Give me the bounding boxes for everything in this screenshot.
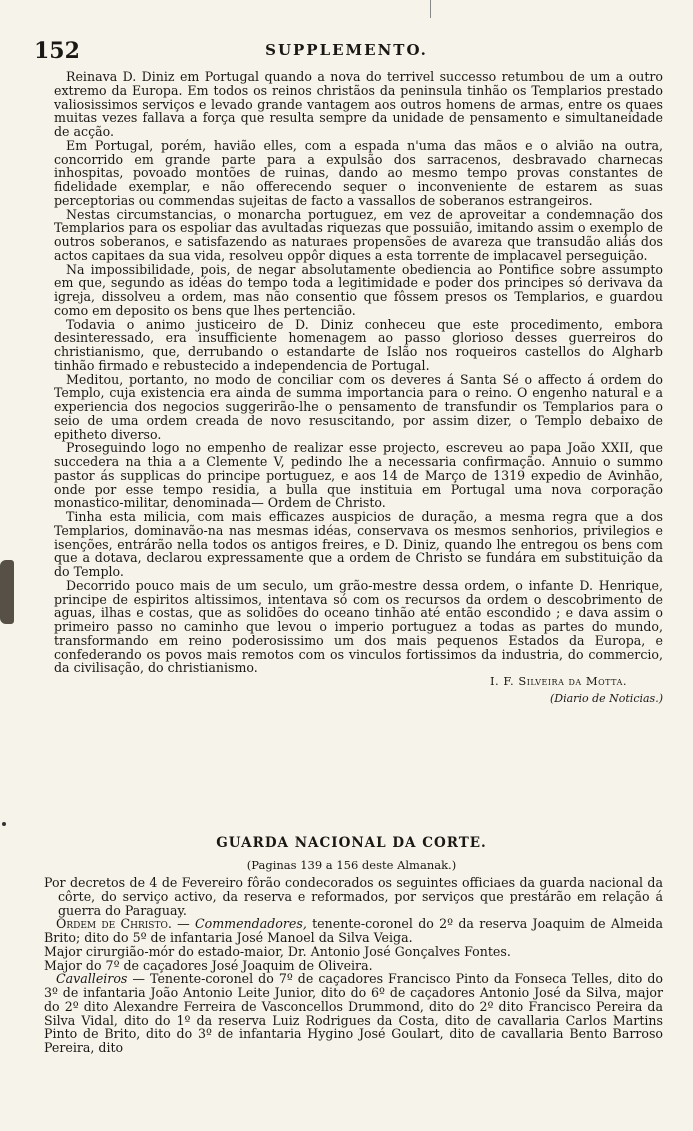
cavalleiros-entry xyxy=(44,972,663,1055)
ink-blot xyxy=(0,560,14,624)
page-number: 152 xyxy=(34,38,80,64)
article-paragraph: Em Portugal, porém, havião elles, com a espada n'uma das mãos e o alvião na outra, concorrido em grande parte para a expulsão dos sarracenos, desbravado charnecas inhospitas, povoado montões de ruinas, dando ao mesmo tempo provas constantes de fidelidade exemplar, e não offerecendo sequer o inconveniente de estarem as suas perceptorias ou commendas sujeitas de facto a vassallos de soberanos estrangeiros. xyxy=(54,137,663,208)
section-subtitle: (Paginas 139 a 156 deste Almanak.) xyxy=(246,858,457,872)
article-paragraph: Nestas circumstancias, o monarcha portuguez, em vez de aproveitar a condemnação dos Templarios para os espoliar das avultadas riquezas que possuião, imitando assim o exemplo de outros soberanos, e satisfazendo as naturaes propensões de avareza que transudão aliás dos actos capitaes da sua vida, resolveu oppôr diques a esta torrente de implacavel perseguição. xyxy=(54,206,663,263)
commendadores-label: — Commendadores, xyxy=(177,916,307,932)
article-paragraph: Todavia o animo justiceiro de D. Diniz conheceu que este procedimento, embora desinteressado, era insufficiente homenagem ao passo glorioso desses guerreiros do christianismo, que, derrubando o estandarte de Islão nos roqueiros castellos do Algharb tinhão firmado e rebustecido a independencia de Portugal. xyxy=(54,316,663,373)
margin-dot xyxy=(2,822,6,826)
article-paragraph: Tinha esta milicia, com mais efficazes auspicios de duração, a mesma regra que a dos Templarios, dominavão-na nas mesmas idéas, conservava os mesmos senhorios, privilegios e isenções, entrárão nella todos os antigos freires, e D. Diniz, quando lhe entregou os bens com que a dotava, declarou expressamente que a ordem de Christo se fundára em substituição da do Templo. xyxy=(54,509,663,579)
article-paragraph: Meditou, portanto, no modo de conciliar com os deveres á Santa Sé o affecto á ordem do Templo, cuja existencia era ainda de summa importancia para o reino. O engenho natural e a experiencia dos negocios suggerirão-lhe o pensamento de transfundir os Templarios para o seio de uma ordem creada de novo resuscitando, por assim dizer, o Templo debaixo de epitheto diverso. xyxy=(54,371,663,442)
commendadores-text: tenente-coronel do 2º da reserva Joaquim de Almeida Brito; dito do 5º de infantaria José Manoel da Silva Veiga. xyxy=(44,916,663,945)
article-source: (Diario de Noticias.) xyxy=(550,691,663,705)
article-paragraph: Reinava D. Diniz em Portugal quando a nova do terrivel successo retumbou de um a outro extremo da Europa. Em todos os reinos christãos da peninsula tinhão os Templarios prestado valiosissimos serviços e levado grande vantagem aos outros homens de armas, entre os quaes muitas vezes fallava a força que resulta sempre da unidade de pensamento e simultaneidade de acção. xyxy=(54,69,663,139)
article-signature xyxy=(54,675,663,689)
order-label: Ordem de Christo. xyxy=(56,916,172,932)
section-body xyxy=(44,876,663,1055)
commendadores-entry xyxy=(44,917,663,945)
article-paragraph: Proseguindo logo no empenho de realizar esse projecto, escreveu ao papa João XXII, que succedera na thia a a Clemente V, pedindo lhe a necessaria confirmação. Annuio o summo pastor ás supplicas do principe portuguez, e aos 14 de Março de 1319 expedio de Avinhão, onde por esse tempo residia, a bulla que instituia em Portugal uma nova corporação monastico-militar, denominada— Ordem de Christo. xyxy=(54,440,663,511)
section-intro: Por decretos de 4 de Fevereiro fôrão condecorados os seguintes officiaes da guarda nacional da côrte, do serviço activo, da reserva e reformados, por serviços que prestárão em relação á guerra do Paraguay. xyxy=(44,875,663,918)
major-surgeon-entry: Major cirurgião-mór do estado-maior, Dr. Antonio José Gonçalves Fontes. xyxy=(44,943,511,959)
binding-mark xyxy=(430,0,431,18)
cavalleiros-label: Cavalleiros xyxy=(56,971,128,987)
major-hunters-entry: Major do 7º de caçadores José Joaquim de Oliveira. xyxy=(44,957,373,973)
article-paragraph: Na impossibilidade, pois, de negar absolutamente obediencia ao Pontifice sobre assumpto em que, segundo as idéas do tempo toda a legitimidade e poder dos principes só derivava da igreja, dissolveu a ordem, mas não consentio que fôssem presos os Templarios, e guardou como em deposito os bens que lhes pertencião. xyxy=(54,261,663,318)
cavalleiros-text: — Tenente-coronel do 7º de caçadores Francisco Pinto da Fonseca Telles, dito do 3º de infantaria João Antonio Leite Junior, dito do 6º de caçadores Antonio José da Silva, major do 2º dito Alexandre Ferreira de Vasconcellos Drummond, dito do 2º dito Francisco Pereira da Silva Vidal, dito do 1º da reserva Luiz Rodrigues da Costa, dito de cavallaria Carlos Martins Pinto de Brito, dito do 3º de infantaria Hygino José Goulart, dito de cavallaria Bento Barroso Pereira, dito xyxy=(44,971,663,1055)
section-title: GUARDA NACIONAL DA CORTE. xyxy=(216,835,487,851)
running-title: SUPPLEMENTO. xyxy=(265,41,428,59)
page-header xyxy=(34,38,659,64)
signature-text: I. F. Silveira da Motta. xyxy=(490,674,627,688)
article-paragraph: Decorrido pouco mais de um seculo, um grão-mestre dessa ordem, o infante D. Henrique, principe de espiritos altissimos, intentava só com os recursos da ordem o descobrimento de aguas, ilhas e costas, que as solidões do oceano tinhão até então escondido ; e dava assim o primeiro passo no caminho que levou o imperio portuguez a todas as partes do mundo, transformando em reino poderosissimo um dos mais pequenos Estados da Europa, e confederando os povos mais remotos com os vinculos fortissimos da industria, do commercio, da civilisação, do christianismo. xyxy=(54,577,663,676)
article-body xyxy=(54,70,663,706)
